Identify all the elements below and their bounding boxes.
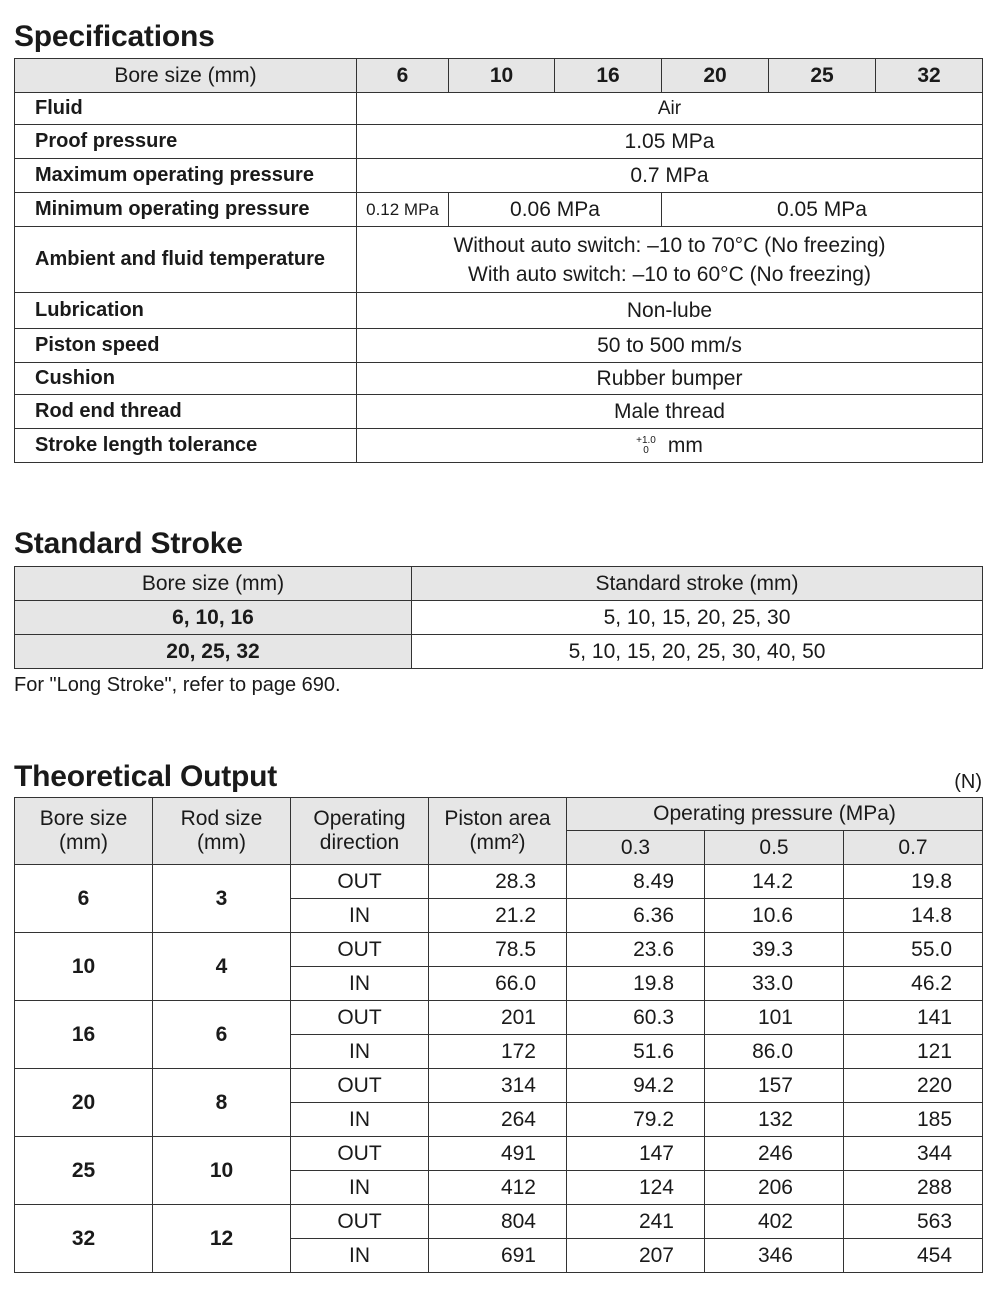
operating-pressure-header: Operating pressure (MPa) <box>567 798 983 831</box>
temperature-line-2: With auto switch: –10 to 60°C (No freezing) <box>468 262 871 286</box>
output-0-5-cell: 346 <box>705 1239 844 1273</box>
bore-size-col-line-1: Bore size <box>39 807 128 830</box>
bore-size-cell: 32 <box>15 1205 153 1273</box>
piston-area-cell: 412 <box>429 1171 567 1205</box>
bore-6: 6 <box>357 59 449 93</box>
rod-thread-value: Male thread <box>357 395 983 429</box>
max-pressure-label: Maximum operating pressure <box>15 159 357 193</box>
tolerance-label: Stroke length tolerance <box>15 429 357 463</box>
output-0-5-cell: 132 <box>705 1103 844 1137</box>
output-0-7-cell: 121 <box>844 1035 983 1069</box>
stroke-values-1: 5, 10, 15, 20, 25, 30 <box>412 601 983 635</box>
rod-size-cell: 12 <box>153 1205 291 1273</box>
spec-row-fluid <box>15 93 983 125</box>
output-row-out <box>15 1001 983 1035</box>
output-0-3-cell: 241 <box>567 1205 705 1239</box>
bore-size-cell: 6 <box>15 865 153 933</box>
output-0-7-cell: 288 <box>844 1171 983 1205</box>
output-0-7-cell: 14.8 <box>844 899 983 933</box>
piston-area-cell: 491 <box>429 1137 567 1171</box>
pressure-0-7-header: 0.7 <box>844 831 983 865</box>
rod-size-col-header <box>153 798 291 865</box>
bore-25: 25 <box>769 59 876 93</box>
piston-area-cell: 804 <box>429 1205 567 1239</box>
specifications-title: Specifications <box>14 20 215 53</box>
standard-stroke-title: Standard Stroke <box>14 527 243 560</box>
output-0-3-cell: 19.8 <box>567 967 705 1001</box>
bore-10: 10 <box>449 59 555 93</box>
output-0-5-cell: 101 <box>705 1001 844 1035</box>
piston-speed-value: 50 to 500 mm/s <box>357 329 983 363</box>
output-0-7-cell: 55.0 <box>844 933 983 967</box>
output-row-out <box>15 1069 983 1103</box>
lubrication-label: Lubrication <box>15 293 357 329</box>
direction-cell: IN <box>291 899 429 933</box>
direction-cell: OUT <box>291 1001 429 1035</box>
lubrication-value: Non-lube <box>357 293 983 329</box>
rod-size-cell: 6 <box>153 1001 291 1069</box>
temperature-line-1: Without auto switch: –10 to 70°C (No freezing) <box>453 233 886 257</box>
stroke-bore-2: 20, 25, 32 <box>15 635 412 669</box>
output-0-3-cell: 60.3 <box>567 1001 705 1035</box>
output-0-3-cell: 6.36 <box>567 899 705 933</box>
direction-cell: IN <box>291 1103 429 1137</box>
output-0-3-cell: 124 <box>567 1171 705 1205</box>
piston-area-cell: 66.0 <box>429 967 567 1001</box>
bore-size-cell: 25 <box>15 1137 153 1205</box>
theoretical-output-table <box>14 797 983 1273</box>
output-0-7-cell: 19.8 <box>844 865 983 899</box>
output-0-7-cell: 220 <box>844 1069 983 1103</box>
pressure-0-5-header: 0.5 <box>705 831 844 865</box>
piston-area-cell: 21.2 <box>429 899 567 933</box>
min-pressure-6: 0.12 MPa <box>357 193 449 227</box>
spec-row-temperature <box>15 227 983 293</box>
direction-cell: OUT <box>291 1205 429 1239</box>
output-0-5-cell: 10.6 <box>705 899 844 933</box>
output-0-7-cell: 46.2 <box>844 967 983 1001</box>
output-0-3-cell: 8.49 <box>567 865 705 899</box>
tolerance-lower: 0 <box>643 444 649 456</box>
rod-size-cell: 10 <box>153 1137 291 1205</box>
piston-area-cell: 201 <box>429 1001 567 1035</box>
piston-area-cell: 264 <box>429 1103 567 1137</box>
stroke-row-1 <box>15 601 983 635</box>
pressure-0-3-header: 0.3 <box>567 831 705 865</box>
rod-size-col-line-2: (mm) <box>197 831 246 854</box>
tolerance-fraction <box>636 436 656 456</box>
direction-cell: IN <box>291 1239 429 1273</box>
piston-area-col-header <box>429 798 567 865</box>
rod-size-col-line-1: Rod size <box>180 807 263 830</box>
piston-area-cell: 78.5 <box>429 933 567 967</box>
piston-area-col-line-1: Piston area <box>444 807 551 830</box>
temperature-value <box>357 227 983 293</box>
bore-size-cell: 16 <box>15 1001 153 1069</box>
bore-16: 16 <box>555 59 662 93</box>
spec-row-rod-thread <box>15 395 983 429</box>
stroke-standard-header: Standard stroke (mm) <box>412 567 983 601</box>
direction-cell: IN <box>291 1171 429 1205</box>
output-0-5-cell: 246 <box>705 1137 844 1171</box>
tolerance-upper: +1.0 <box>636 434 656 446</box>
direction-cell: IN <box>291 1035 429 1069</box>
spec-row-max-pressure <box>15 159 983 193</box>
stroke-bore-header: Bore size (mm) <box>15 567 412 601</box>
rod-size-cell: 4 <box>153 933 291 1001</box>
output-row-out <box>15 1137 983 1171</box>
direction-cell: IN <box>291 967 429 1001</box>
piston-area-col-line-2: (mm²) <box>469 831 526 854</box>
bore-size-cell: 10 <box>15 933 153 1001</box>
output-0-7-cell: 185 <box>844 1103 983 1137</box>
output-0-5-cell: 39.3 <box>705 933 844 967</box>
bore-size-header: Bore size (mm) <box>15 59 357 93</box>
output-0-7-cell: 344 <box>844 1137 983 1171</box>
theoretical-output-title: Theoretical Output <box>14 760 278 793</box>
bore-32: 32 <box>876 59 983 93</box>
output-0-5-cell: 33.0 <box>705 967 844 1001</box>
fluid-label: Fluid <box>15 93 357 125</box>
direction-cell: OUT <box>291 933 429 967</box>
direction-col-header <box>291 798 429 865</box>
stroke-header-row <box>15 567 983 601</box>
output-0-7-cell: 141 <box>844 1001 983 1035</box>
direction-cell: OUT <box>291 865 429 899</box>
output-0-5-cell: 206 <box>705 1171 844 1205</box>
spec-row-proof <box>15 125 983 159</box>
output-header-row-1 <box>15 798 983 831</box>
spec-row-cushion <box>15 363 983 395</box>
output-0-3-cell: 23.6 <box>567 933 705 967</box>
rod-thread-label: Rod end thread <box>15 395 357 429</box>
fluid-value: Air <box>357 93 983 125</box>
stroke-bore-1: 6, 10, 16 <box>15 601 412 635</box>
spec-header-row <box>15 59 983 93</box>
tolerance-value <box>357 429 983 463</box>
output-row-out <box>15 933 983 967</box>
output-0-3-cell: 79.2 <box>567 1103 705 1137</box>
spec-row-lubrication <box>15 293 983 329</box>
proof-pressure-label: Proof pressure <box>15 125 357 159</box>
output-0-3-cell: 51.6 <box>567 1035 705 1069</box>
min-pressure-20-32: 0.05 MPa <box>662 193 983 227</box>
spec-row-tolerance <box>15 429 983 463</box>
rod-size-cell: 3 <box>153 865 291 933</box>
bore-size-col-header <box>15 798 153 865</box>
long-stroke-note: For "Long Stroke", refer to page 690. <box>14 674 341 696</box>
temperature-label: Ambient and fluid temperature <box>15 227 357 293</box>
output-0-7-cell: 563 <box>844 1205 983 1239</box>
output-row-out <box>15 865 983 899</box>
output-row-out <box>15 1205 983 1239</box>
spec-row-piston-speed <box>15 329 983 363</box>
piston-area-cell: 314 <box>429 1069 567 1103</box>
standard-stroke-table <box>14 566 983 669</box>
direction-cell: OUT <box>291 1069 429 1103</box>
output-0-3-cell: 207 <box>567 1239 705 1273</box>
min-pressure-10-16: 0.06 MPa <box>449 193 662 227</box>
stroke-row-2 <box>15 635 983 669</box>
max-pressure-value: 0.7 MPa <box>357 159 983 193</box>
rod-size-cell: 8 <box>153 1069 291 1137</box>
piston-area-cell: 172 <box>429 1035 567 1069</box>
bore-20: 20 <box>662 59 769 93</box>
stroke-values-2: 5, 10, 15, 20, 25, 30, 40, 50 <box>412 635 983 669</box>
bore-size-cell: 20 <box>15 1069 153 1137</box>
direction-col-line-1: Operating <box>313 807 406 830</box>
piston-area-cell: 691 <box>429 1239 567 1273</box>
output-0-7-cell: 454 <box>844 1239 983 1273</box>
cushion-label: Cushion <box>15 363 357 395</box>
direction-col-line-2: direction <box>319 831 400 854</box>
specifications-table <box>14 58 983 463</box>
cushion-value: Rubber bumper <box>357 363 983 395</box>
direction-cell: OUT <box>291 1137 429 1171</box>
output-0-5-cell: 86.0 <box>705 1035 844 1069</box>
min-pressure-label: Minimum operating pressure <box>15 193 357 227</box>
output-unit: (N) <box>954 771 982 793</box>
output-0-3-cell: 94.2 <box>567 1069 705 1103</box>
proof-pressure-value: 1.05 MPa <box>357 125 983 159</box>
tolerance-unit: mm <box>667 433 703 457</box>
spec-row-min-pressure <box>15 193 983 227</box>
piston-area-cell: 28.3 <box>429 865 567 899</box>
piston-speed-label: Piston speed <box>15 329 357 363</box>
output-0-5-cell: 157 <box>705 1069 844 1103</box>
output-0-5-cell: 14.2 <box>705 865 844 899</box>
bore-size-col-line-2: (mm) <box>59 831 108 854</box>
output-0-3-cell: 147 <box>567 1137 705 1171</box>
output-0-5-cell: 402 <box>705 1205 844 1239</box>
